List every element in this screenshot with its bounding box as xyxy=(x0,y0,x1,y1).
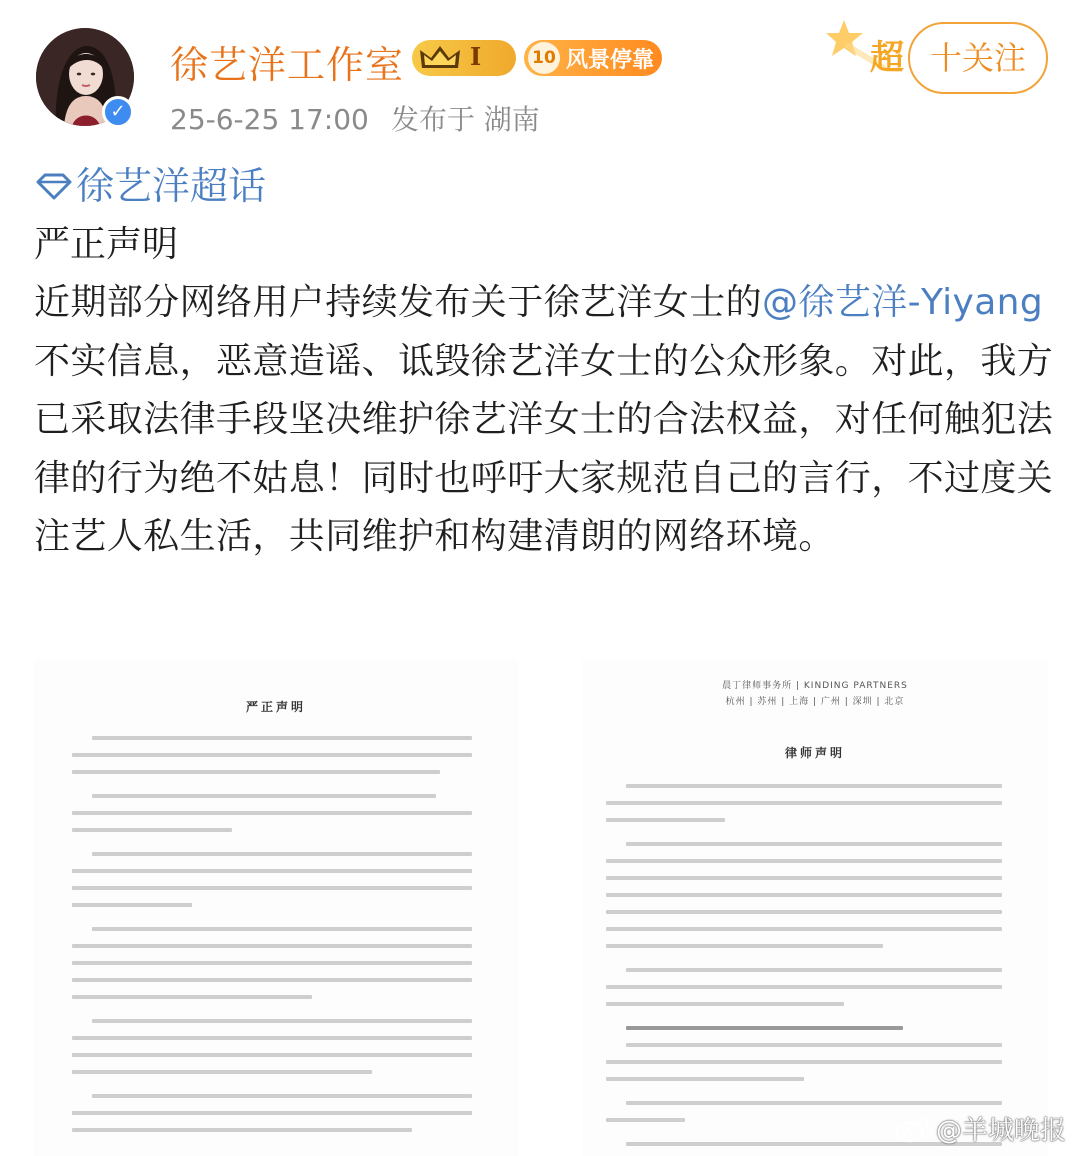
follow-button[interactable]: 十关注 xyxy=(908,22,1048,94)
attached-images xyxy=(34,660,1048,1156)
post-meta xyxy=(170,98,540,138)
post-content xyxy=(34,158,1054,567)
statement-image-2[interactable] xyxy=(582,660,1048,1156)
post-time: 25-6-25 17:00 xyxy=(170,103,369,136)
super-topic-label: 超 xyxy=(870,38,904,78)
fan-level-number: 10 xyxy=(528,42,560,74)
post-body-text-1: 近期部分网络用户持续发布关于徐艺洋女士的 xyxy=(34,282,763,323)
post-location: 发布于 湖南 xyxy=(390,103,540,136)
post-body xyxy=(34,274,1054,567)
mention-link[interactable]: @徐艺洋-Yiyang xyxy=(762,282,1044,323)
doc2-firm-cities: 杭州 | 苏州 | 上海 | 广州 | 深圳 | 北京 xyxy=(725,697,905,707)
crown-icon xyxy=(418,44,462,72)
post-body-text-2: 不实信息，恶意造谣、诋毁徐艺洋女士的公众形象。对此，我方已采取法律手段坚决维护徐艺洋女士的合法权益，对任何触犯法律的行为绝不姑息！同时也呼吁大家规范自己的言行，不过度关注艺人私生活，共同维护和构建清朗的网络环境。 xyxy=(34,340,1054,557)
weibo-logo-icon xyxy=(896,1115,930,1143)
statement-image-1[interactable] xyxy=(34,660,518,1156)
doc2-firm-name: 晨丁律师事务所 | KINDING PARTNERS xyxy=(722,681,908,691)
author-name[interactable]: 徐艺洋工作室 xyxy=(170,43,405,87)
topic-diamond-icon xyxy=(34,171,74,201)
post-header xyxy=(0,0,1080,150)
doc1-text-block xyxy=(72,736,472,1145)
doc1-title: 严正声明 xyxy=(245,700,306,714)
source-watermark xyxy=(896,1110,1066,1147)
member-crown-badge[interactable] xyxy=(412,40,516,76)
doc2-text-block xyxy=(606,784,1002,1156)
doc2-title: 律师声明 xyxy=(784,746,845,760)
crown-level: I xyxy=(470,42,482,71)
super-topic-name: 徐艺洋超话 xyxy=(76,164,267,208)
fan-level-label: 风景停靠 xyxy=(566,48,655,73)
watermark-text: @羊城晚报 xyxy=(936,1116,1067,1146)
super-topic-link[interactable] xyxy=(34,158,1054,214)
post-title: 严正声明 xyxy=(34,224,179,265)
verified-icon: ✓ xyxy=(102,96,134,128)
fan-level-badge[interactable] xyxy=(524,40,662,76)
